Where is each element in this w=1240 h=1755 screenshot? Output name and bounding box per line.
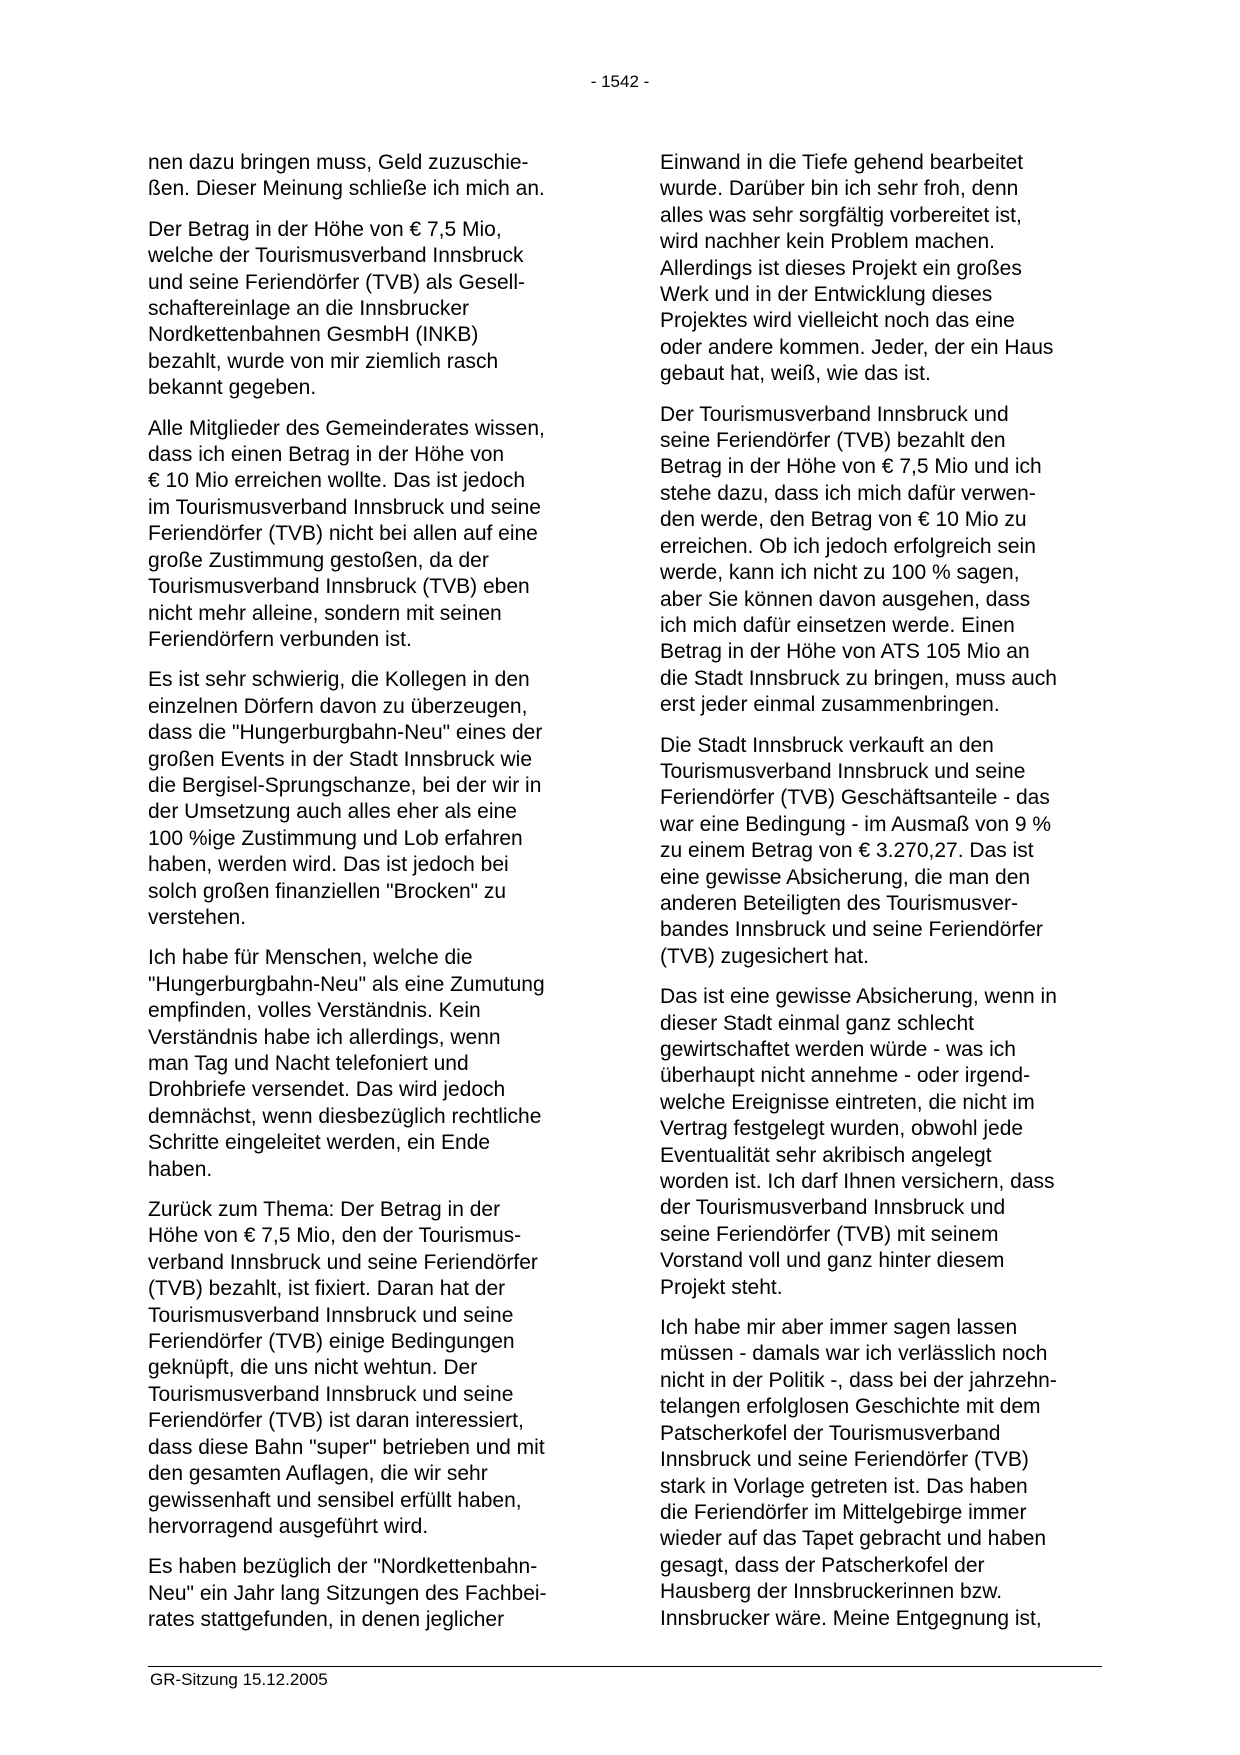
paragraph: Ich habe für Menschen, welche die "Hungerburgbahn-Neu" als eine Zumutung empfinden, volles Verständnis. Kein Verständnis habe ich allerdings, wenn man Tag und Nacht telefoniert und Drohbriefe versendet. Das wird jedoch demnächst, wenn diesbezüglich rechtliche Schritte eingeleitet werden, ein Ende haben.: [148, 946, 545, 1181]
right-column: [660, 150, 1110, 1646]
paragraph: Das ist eine gewisse Absicherung, wenn in dieser Stadt einmal ganz schlecht gewirtschaftet werden würde - was ich überhaupt nicht annehme - oder irgend- welche Ereignisse eintreten, die nicht im Vertrag festgelegt wurden, obwohl jede Eventualität sehr akribisch angelegt worden ist. Ich darf Ihnen versichern, dass der Tourismusverband Innsbruck und seine Feriendörfer (TVB) mit seinem Vorstand voll und ganz hinter diesem Projekt steht.: [660, 985, 1057, 1299]
paragraph: Zurück zum Thema: Der Betrag in der Höhe von € 7,5 Mio, den der Tourismus- verband Innsbruck und seine Feriendörfer (TVB) bezahlt, ist fixiert. Daran hat der Tourismusverband Innsbruck und seine Feriendörfer (TVB) einige Bedingungen geknüpft, die uns nicht wehtun. Der Tourismusverband Innsbruck und seine Feriendörfer (TVB) ist daran interessiert, dass diese Bahn "super" betrieben und mit den gesamten Auflagen, die wir sehr gewissenhaft und sensibel erfüllt haben, hervorragend ausgeführt wird.: [148, 1198, 545, 1538]
paragraph: Der Betrag in der Höhe von € 7,5 Mio, welche der Tourismusverband Innsbruck und seine Feriendörfer (TVB) als Gesell- schaftereinlage an die Innsbrucker Nordkettenbahnen GesmbH (INKB) bezahlt, wurde von mir ziemlich rasch bekannt gegeben.: [148, 217, 525, 400]
paragraph: Alle Mitglieder des Gemeinderates wissen, dass ich einen Betrag in der Höhe von € 10 Mio erreichen wollte. Das ist jedoch im Tourismusverband Innsbruck und seine Feriendörfer (TVB) nicht bei allen auf eine große Zustimmung gestoßen, da der Tourismusverband Innsbruck (TVB) eben nicht mehr alleine, sondern mit seinen Feriendörfern verbunden ist.: [148, 416, 545, 651]
paragraph: Die Stadt Innsbruck verkauft an den Tourismusverband Innsbruck und seine Feriendörfer (TVB) Geschäftsanteile - das war eine Bedingung - im Ausmaß von 9 % zu einem Betrag von € 3.270,27. Das ist eine gewisse Absicherung, die man den anderen Beteiligten des Tourismusver- bandes Innsbruck und seine Feriendörfer (TVB) zugesichert hat.: [660, 733, 1052, 968]
footer-text: GR-Sitzung 15.12.2005: [150, 1670, 328, 1689]
paragraph: Der Tourismusverband Innsbruck und seine Feriendörfer (TVB) bezahlt den Betrag in der Höhe von € 7,5 Mio und ich stehe dazu, dass ich mich dafür verwen- den werde, den Betrag von € 10 Mio zu erreichen. Ob ich jedoch erfolgreich sein werde, kann ich nicht zu 100 % sagen, aber Sie können davon ausgehen, dass ich mich dafür einsetzen werde. Einen Betrag in der Höhe von ATS 105 Mio an die Stadt Innsbruck zu bringen, muss auch erst jeder einmal zusammenbringen.: [660, 402, 1057, 717]
paragraph: nen dazu bringen muss, Geld zuzuschie- ßen. Dieser Meinung schließe ich mich an.: [148, 151, 545, 201]
left-column: [148, 150, 598, 1648]
paragraph: Es haben bezüglich der "Nordkettenbahn- Neu" ein Jahr lang Sitzungen des Fachbei- rates stattgefunden, in denen jeglicher: [148, 1555, 547, 1632]
footer-divider: [148, 1666, 1102, 1667]
paragraph: Es ist sehr schwierig, die Kollegen in den einzelnen Dörfern davon zu überzeugen, dass die "Hungerburgbahn-Neu" eines der großen Events in der Stadt Innsbruck wie die Bergisel-Sprungschanze, bei der wir in der Umsetzung auch alles eher als eine 100 %ige Zustimmung und Lob erfahren haben, werden wird. Das ist jedoch bei solch großen finanziellen "Brocken" zu verstehen.: [148, 668, 543, 929]
page-number: - 1542 -: [590, 72, 650, 91]
paragraph: Ich habe mir aber immer sagen lassen müssen - damals war ich verlässlich noch nicht in der Politik -, dass bei der jahrzehn- telangen erfolglosen Geschichte mit dem Patscherkofel der Tourismusverband Innsbruck und seine Feriendörfer (TVB) stark in Vorlage getreten ist. Das haben die Feriendörfer im Mittelgebirge immer wieder auf das Tapet gebracht und haben gesagt, dass der Patscherkofel der Hausberg der Innsbruckerinnen bzw. Innsbrucker wäre. Meine Entgegnung ist,: [660, 1316, 1057, 1630]
paragraph: Einwand in die Tiefe gehend bearbeitet wurde. Darüber bin ich sehr froh, denn alles was sehr sorgfältig vorbereitet ist, wird nachher kein Problem machen. Allerdings ist dieses Projekt ein großes Werk und in der Entwicklung dieses Projektes wird vielleicht noch das eine oder andere kommen. Jeder, der ein Haus gebaut hat, weiß, wie das ist.: [660, 151, 1054, 386]
